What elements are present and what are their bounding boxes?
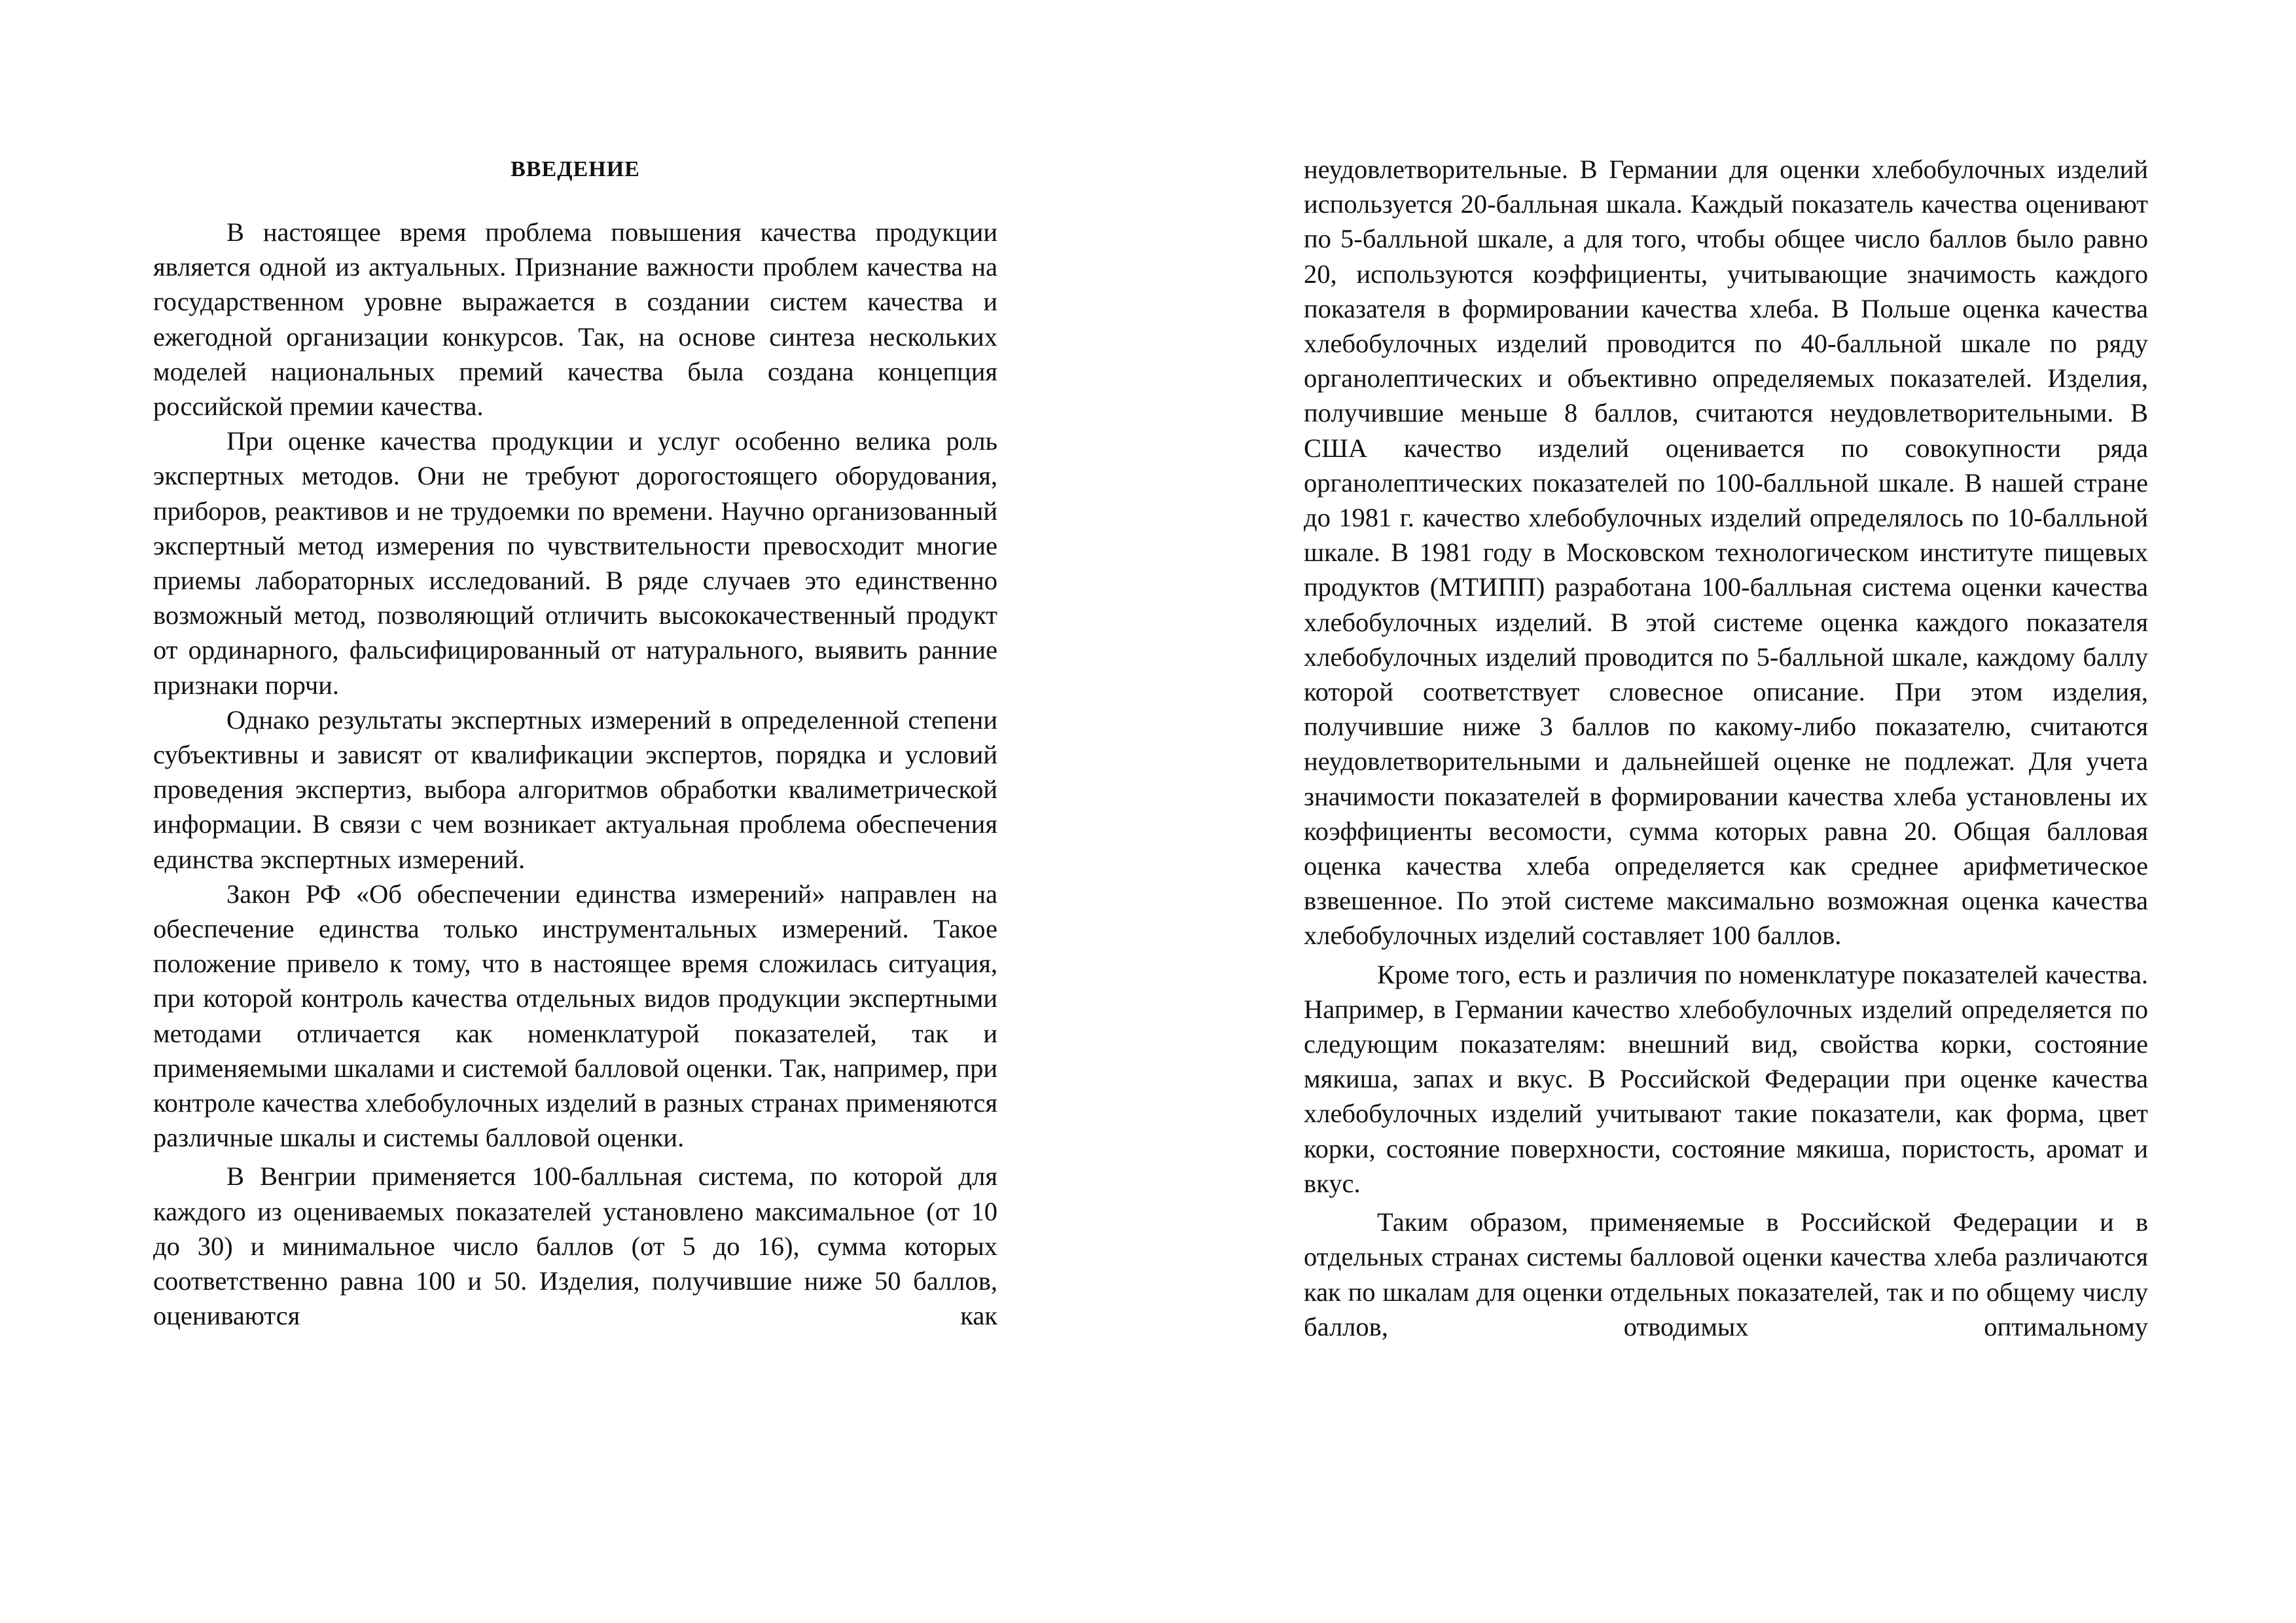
paragraph: Кроме того, есть и различия по номенклатуре показателей качества. Например, в Германии качество хлебобулочных изделий определяется по следующим показателям: внешний вид, свойства корки, состояние мякиша, запах и вкус. В Российской Федерации при оценке качества хлебобулочных изделий учитывают такие показатели, как форма, цвет корки, состояние поверхности, состояние мякиша, пористость, аромат и вкус. bbox=[1304, 959, 2148, 1198]
paragraph: Однако результаты экспертных измерений в определенной степени субъективны и зависят от квалификации экспертов, порядка и условий проведения экспертиз, выбора алгоритмов обработки квалиметрической информации. В связи с чем возникает актуальная проблема обеспечения единства экспертных измерений. bbox=[153, 704, 997, 874]
paragraph: В настоящее время проблема повышения качества продукции является одной из актуальных. Признание важности проблем качества на государственном уровне выражается в создании систем качества и ежегодной организации конкурсов. Так, на основе синтеза нескольких моделей национальных премий качества была создана концепция российской премии качества. bbox=[153, 217, 997, 422]
left-text-column bbox=[153, 215, 997, 1334]
paragraph: В Венгрии применяется 100-балльная система, по которой для каждого из оцениваемых показателей установлено максимальное (от 10 до 30) и минимальное число баллов (от 5 до 16), сумма которых соответственно равна 100 и 50. Изделия, получившие ниже 50 баллов, оцениваются как bbox=[153, 1161, 997, 1331]
left-page bbox=[153, 0, 997, 1623]
right-text-column bbox=[1304, 152, 2148, 1344]
paragraph: При оценке качества продукции и услуг особенно велика роль экспертных методов. Они не требуют дорогостоящего оборудования, приборов, реактивов и не трудоемки по времени. Научно организованный экспертный метод измерения по чувствительности превосходит многие приемы лабораторных исследований. В ряде случаев это единственно возможный метод, позволяющий отличить высококачественный продукт от ординарного, фальсифицированный от натурального, выявить ранние признаки порчи. bbox=[153, 426, 997, 700]
paragraph: Закон РФ «Об обеспечении единства измерений» направлен на обеспечение единства только инструментальных измерений. Такое положение привело к тому, что в настоящее время сложилась ситуация, при которой контроль качества отдельных видов продукции экспертными методами отличается как номенклатурой показателей, так и применяемыми шкалами и системой балловой оценки. Так, например, при контроле качества хлебобулочных изделий в разных странах применяются различные шкалы и системы балловой оценки. bbox=[153, 879, 997, 1153]
right-page bbox=[1304, 0, 2148, 1623]
paragraph: неудовлетворительные. В Германии для оценки хлебобулочных изделий используется 20-балльная шкала. Каждый показатель качества оценивают по 5-балльной шкале, а для того, чтобы общее число баллов было равно 20, используются коэффициенты, учитывающие значимость каждого показателя в формировании качества хлеба. В Польше оценка качества хлебобулочных изделий проводится по 40-балльной шкале по ряду органолептических и объективно определяемых показателей. Изделия, получившие меньше 8 баллов, считаются неудовлетворительными. В США качество изделий оценивается по совокупности ряда органолептических показателей по 100-балльной шкале. В нашей стране до 1981 г. качество хлебобулочных изделий определялось по 10-балльной шкале. В 1981 году в Московском технологическом институте пищевых продуктов (МТИПП) разработана 100-балльная система оценки качества хлебобулочных изделий. В этой системе оценка каждого показателя хлебобулочных изделий проводится по 5-балльной шкале, каждому баллу которой соответствует словесное описание. При этом изделия, получившие ниже 3 баллов по какому-либо показателю, считаются неудовлетворительными и дальнейшей оценке не подлежат. Для учета значимости показателей в формировании качества хлеба установлены их коэффициенты весомости, сумма которых равна 20. Общая балловая оценка качества хлеба определяется как среднее арифметическое взвешенное. По этой системе максимально возможная оценка качества хлебобулочных изделий составляет 100 баллов. bbox=[1304, 155, 2148, 951]
paragraph: Таким образом, применяемые в Российской Федерации и в отдельных странах системы балловой оценки качества хлеба различаются как по шкалам для оценки отдельных показателей, так и по общему числу баллов, отводимых оптимальному bbox=[1304, 1207, 2148, 1341]
page-title: ВВЕДЕНИЕ bbox=[511, 157, 640, 181]
